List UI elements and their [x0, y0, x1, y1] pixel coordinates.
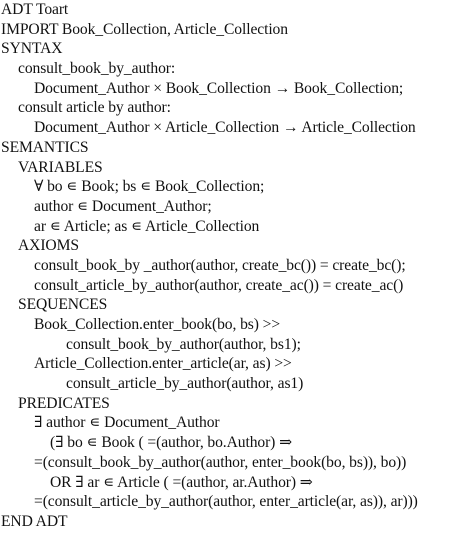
- spec-line: SEMANTICS: [1, 138, 89, 156]
- spec-line: consult_book_by_author:: [18, 60, 176, 78]
- spec-line: =(consult_article_by_author(author, enter_article(ar, as)), ar))): [34, 493, 418, 511]
- spec-line: ar ∊ Article; as ∊ Article_Collection: [34, 217, 260, 235]
- spec-line: IMPORT Book_Collection, Article_Collection: [1, 20, 288, 38]
- spec-line: Book_Collection.enter_book(bo, bs) >>: [34, 316, 281, 333]
- spec-line: ∃ author ∊ Document_Author: [34, 414, 220, 432]
- spec-line: consult_article_by_author(author, create_ac()) = create_ac(): [34, 276, 404, 294]
- spec-line: SEQUENCES: [18, 296, 108, 314]
- spec-line: ∀ bo ∊ Book; bs ∊ Book_Collection;: [34, 178, 265, 196]
- spec-line: OR ∃ ar ∊ Article ( =(author, ar.Author) ⇒: [50, 473, 313, 491]
- spec-line: consult_book_by _author(author, create_bc()) = create_bc();: [34, 256, 406, 274]
- spec-line: Document_Author × Article_Collection → Article_Collection: [34, 119, 416, 137]
- spec-line: SYNTAX: [1, 40, 63, 58]
- spec-line: =(consult_book_by_author(author, enter_book(bo, bs)), bo)): [34, 453, 407, 471]
- spec-line: consult article by author:: [18, 99, 171, 117]
- spec-line: Article_Collection.enter_article(ar, as) >>: [34, 355, 292, 373]
- spec-line: AXIOMS: [18, 237, 79, 255]
- spec-line: consult_article_by_author(author, as1): [66, 375, 304, 393]
- spec-line: (∃ bo ∊ Book ( =(author, bo.Author) ⇒: [50, 434, 293, 452]
- spec-line: author ∊ Document_Author;: [34, 197, 212, 215]
- spec-line: PREDICATES: [18, 394, 110, 412]
- spec-line: ADT Toart: [1, 1, 69, 18]
- adt-specification: [1, 0, 473, 532]
- spec-line: consult_book_by_author(author, bs1);: [66, 335, 301, 353]
- spec-line: VARIABLES: [18, 158, 103, 176]
- spec-line: Document_Author × Book_Collection → Book_Collection;: [34, 79, 404, 97]
- spec-line: END ADT: [1, 512, 68, 530]
